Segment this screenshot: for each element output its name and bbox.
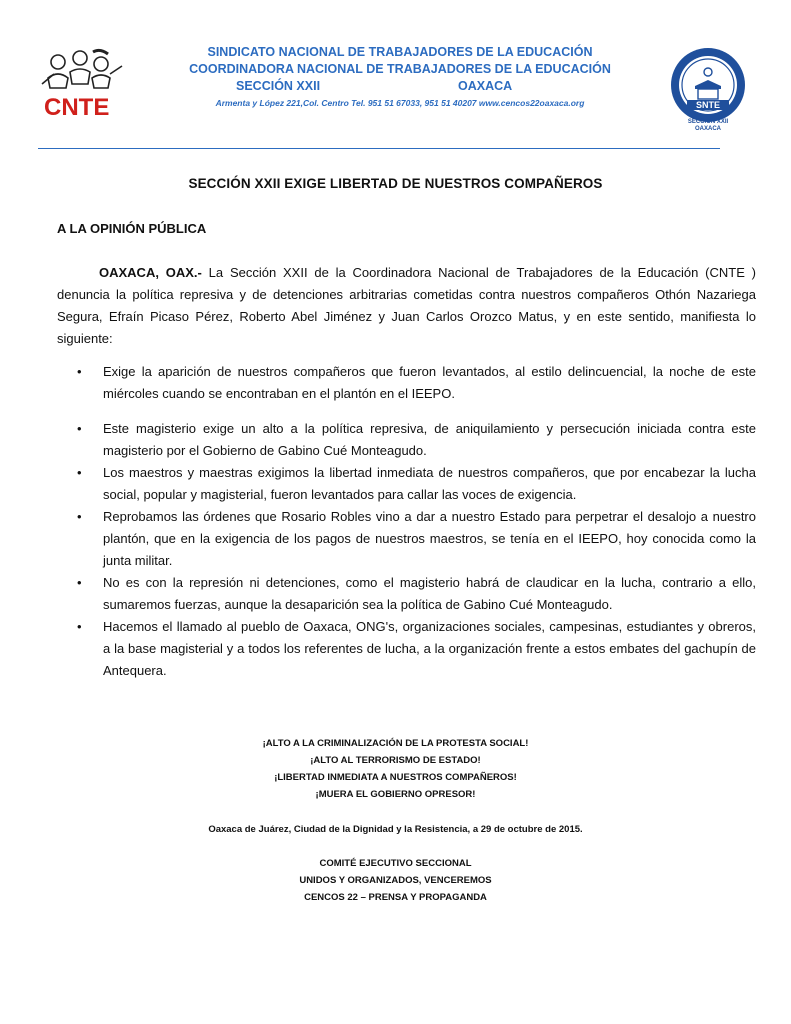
signature-block: [0, 855, 791, 906]
cnte-logo: [38, 44, 128, 120]
signature-line: UNIDOS Y ORGANIZADOS, VENCEREMOS: [299, 875, 492, 886]
bullet-icon: •: [77, 619, 82, 634]
demands-list: [57, 361, 756, 682]
list-item: • Exige la aparición de nuestros compañeros que fueron levantados, al estilo delincuencial, la noche de este miércoles cuando se encontraban en el plantón en el IEEPO.: [57, 361, 756, 405]
dateline: Oaxaca de Juárez, Ciudad de la Dignidad y la Resistencia, a 29 de octubre de 2015.: [208, 824, 583, 835]
document-title: SECCIÓN XXII EXIGE LIBERTAD DE NUESTROS COMPAÑEROS: [188, 176, 603, 191]
bullet-icon: •: [77, 364, 82, 379]
header-divider: [38, 148, 720, 149]
slogan: ¡ALTO A LA CRIMINALIZACIÓN DE LA PROTESTA SOCIAL!: [262, 738, 529, 749]
snte-seal-name: SNTE: [695, 100, 721, 110]
intro-paragraph: [57, 262, 756, 350]
section-line: [140, 78, 660, 95]
contact-line: Armenta y López 221,Col. Centro Tel. 951 51 67033, 951 51 40207 www.cencos22oaxaca.org: [215, 98, 585, 108]
signature-line: COMITÉ EJECUTIVO SECCIONAL: [319, 858, 472, 869]
bullet-icon: •: [77, 421, 82, 436]
list-item: • Hacemos el llamado al pueblo de Oaxaca, ONG's, organizaciones sociales, campesinas, estudiantes y obreros, a la base magisterial y a todos los referentes de lucha, a la organización frente a estos embates del gachupín de Antequera.: [57, 616, 756, 682]
snte-seal-section: SECCION XXII: [687, 119, 729, 125]
slogan: ¡LIBERTAD INMEDIATA A NUESTROS COMPAÑEROS!: [274, 772, 517, 783]
bullet-icon: •: [77, 509, 82, 524]
bullet-icon: •: [77, 465, 82, 480]
letterhead: [140, 44, 660, 110]
addressee: A LA OPINIÓN PÚBLICA: [57, 221, 207, 236]
list-item: • Este magisterio exige un alto a la política represiva, de aniquilamiento y persecución iniciada contra este magisterio por el Gobierno de Gabino Cué Monteagudo.: [57, 418, 756, 462]
snte-seal: [669, 46, 747, 134]
bullet-icon: •: [77, 575, 82, 590]
cnte-logo-text: CNTE: [44, 94, 110, 120]
slogan: ¡ALTO AL TERRORISMO DE ESTADO!: [310, 755, 481, 766]
state-label: OAXACA: [458, 79, 513, 93]
section-label: SECCIÓN XXII: [236, 79, 321, 93]
snte-seal-state: OAXACA: [694, 126, 722, 132]
slogans-block: [0, 735, 791, 803]
intro-text: La Sección XXII de la Coordinadora Nacional de Trabajadores de la Educación (CNTE ) denuncia la política represiva y de detenciones arbitrarias cometidas contra nuestros compañeros Othón Nazariega Segura, Efraín Picaso Pérez, Roberto Abel Jiménez y Juan Carlos Orozco Matus, y en este sentido, manifiesta lo siguiente:: [57, 265, 757, 346]
signature-line: CENCOS 22 – PRENSA Y PROPAGANDA: [304, 892, 487, 903]
coordinator-name: COORDINADORA NACIONAL DE TRABAJADORES DE LA EDUCACIÓN: [189, 62, 611, 76]
list-item: • No es con la represión ni detenciones, como el magisterio habrá de claudicar en la lucha, contrario a ello, sumaremos fuerzas, aunque la desaparición sea la política de Gabino Cué Monteagudo.: [57, 572, 756, 616]
list-item: • Los maestros y maestras exigimos la libertad inmediata de nuestros compañeros, que por encabezar la lucha social, popular y magisterial, fueron levantados para callar las voces de exigencia.: [57, 462, 756, 506]
list-item: • Reprobamos las órdenes que Rosario Robles vino a dar a nuestro Estado para perpetrar el desalojo a nuestro plantón, que en la exigencia de los pagos de nuestros maestros, se tenía en el IEEPO, hoy conocida como la junta militar.: [57, 506, 756, 572]
intro-lead: OAXACA, OAX.-: [99, 265, 202, 280]
slogan: ¡MUERA EL GOBIERNO OPRESOR!: [315, 789, 476, 800]
union-name: SINDICATO NACIONAL DE TRABAJADORES DE LA EDUCACIÓN: [207, 45, 593, 59]
